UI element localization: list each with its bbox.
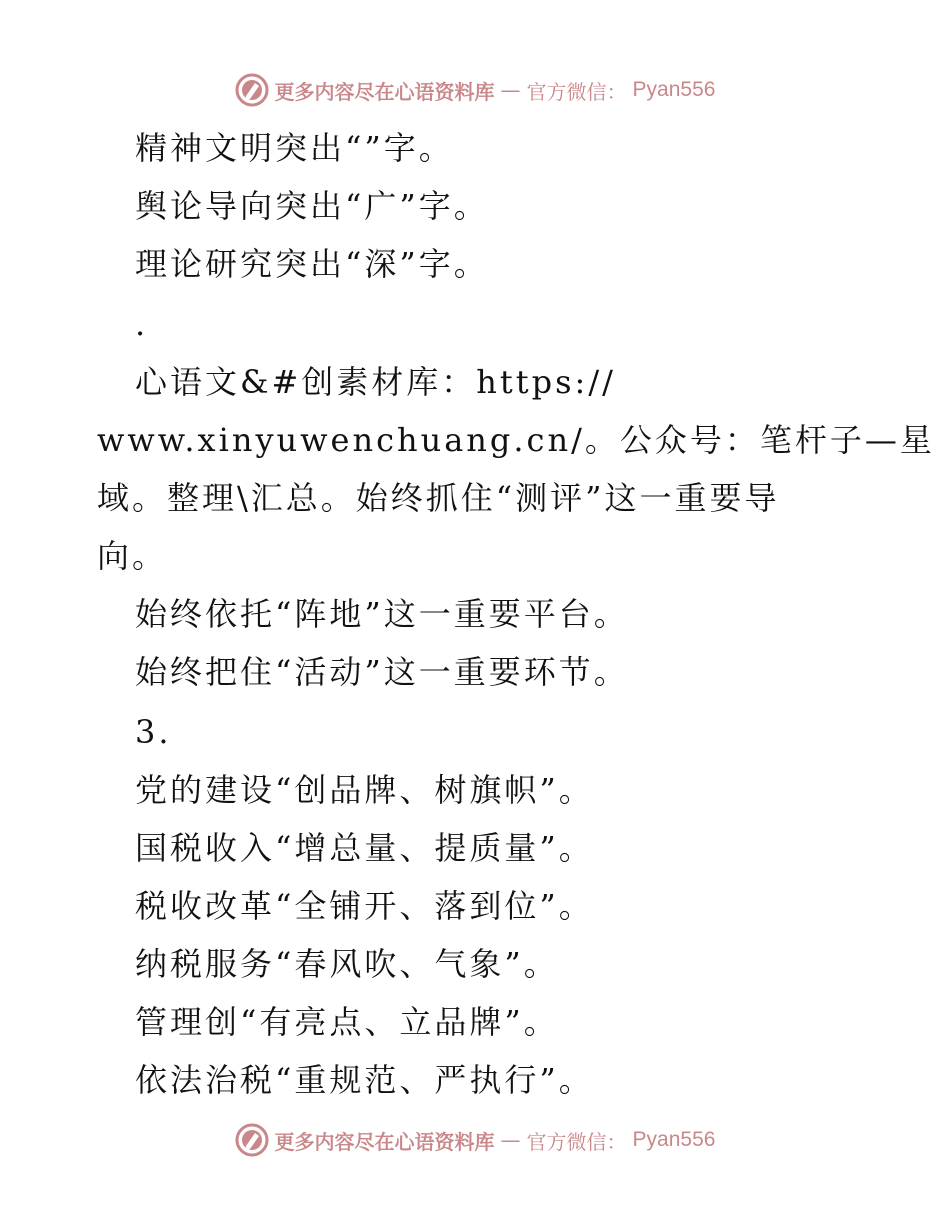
footer-site-text: 更多内容尽在心语资料库 [274, 1129, 495, 1154]
body-line: 3. [135, 713, 172, 751]
body-line: 纳税服务“春风吹、气象”。 [135, 945, 559, 983]
body-line: 理论研究突出“深”字。 [135, 245, 489, 283]
body-line: 始终依托“阵地”这一重要平台。 [135, 595, 629, 633]
body-line: 精神文明突出“”字。 [135, 129, 454, 167]
pen-logo-icon [235, 1123, 269, 1157]
body-line: 舆论导向突出“广”字。 [135, 187, 489, 225]
header-site-text: 更多内容尽在心语资料库 [274, 79, 495, 104]
body-line: 心语文&#创素材库：https:// [135, 363, 616, 401]
body-line: 党的建设“创品牌、树旗帜”。 [135, 771, 594, 809]
body-line: 依法治税“重规范、严执行”。 [135, 1061, 594, 1099]
footer-separator: — [500, 1128, 521, 1152]
body-line: 国税收入“增总量、提质量”。 [135, 829, 594, 867]
footer-wechat-label: 官方微信： [526, 1129, 627, 1154]
body-line: 向。 [97, 537, 168, 575]
body-line: 税收改革“全铺开、落到位”。 [135, 887, 594, 925]
body-line: . [135, 305, 149, 343]
header-wechat-id: Pyan556 [632, 78, 716, 101]
header-watermark [0, 70, 950, 110]
header-wechat-label: 官方微信： [526, 79, 627, 104]
footer-watermark [0, 1120, 950, 1160]
footer-wechat-id: Pyan556 [632, 1128, 716, 1151]
pen-logo-icon [235, 73, 269, 107]
header-separator: — [500, 78, 521, 102]
body-line: 管理创“有亮点、立品牌”。 [135, 1003, 559, 1041]
body-line: www.xinyuwenchuang.cn/。公众号：笔杆子—星 [97, 421, 935, 459]
body-line: 域。整理\汇总。始终抓住“测评”这一重要导 [97, 479, 780, 517]
body-line: 始终把住“活动”这一重要环节。 [135, 653, 629, 691]
